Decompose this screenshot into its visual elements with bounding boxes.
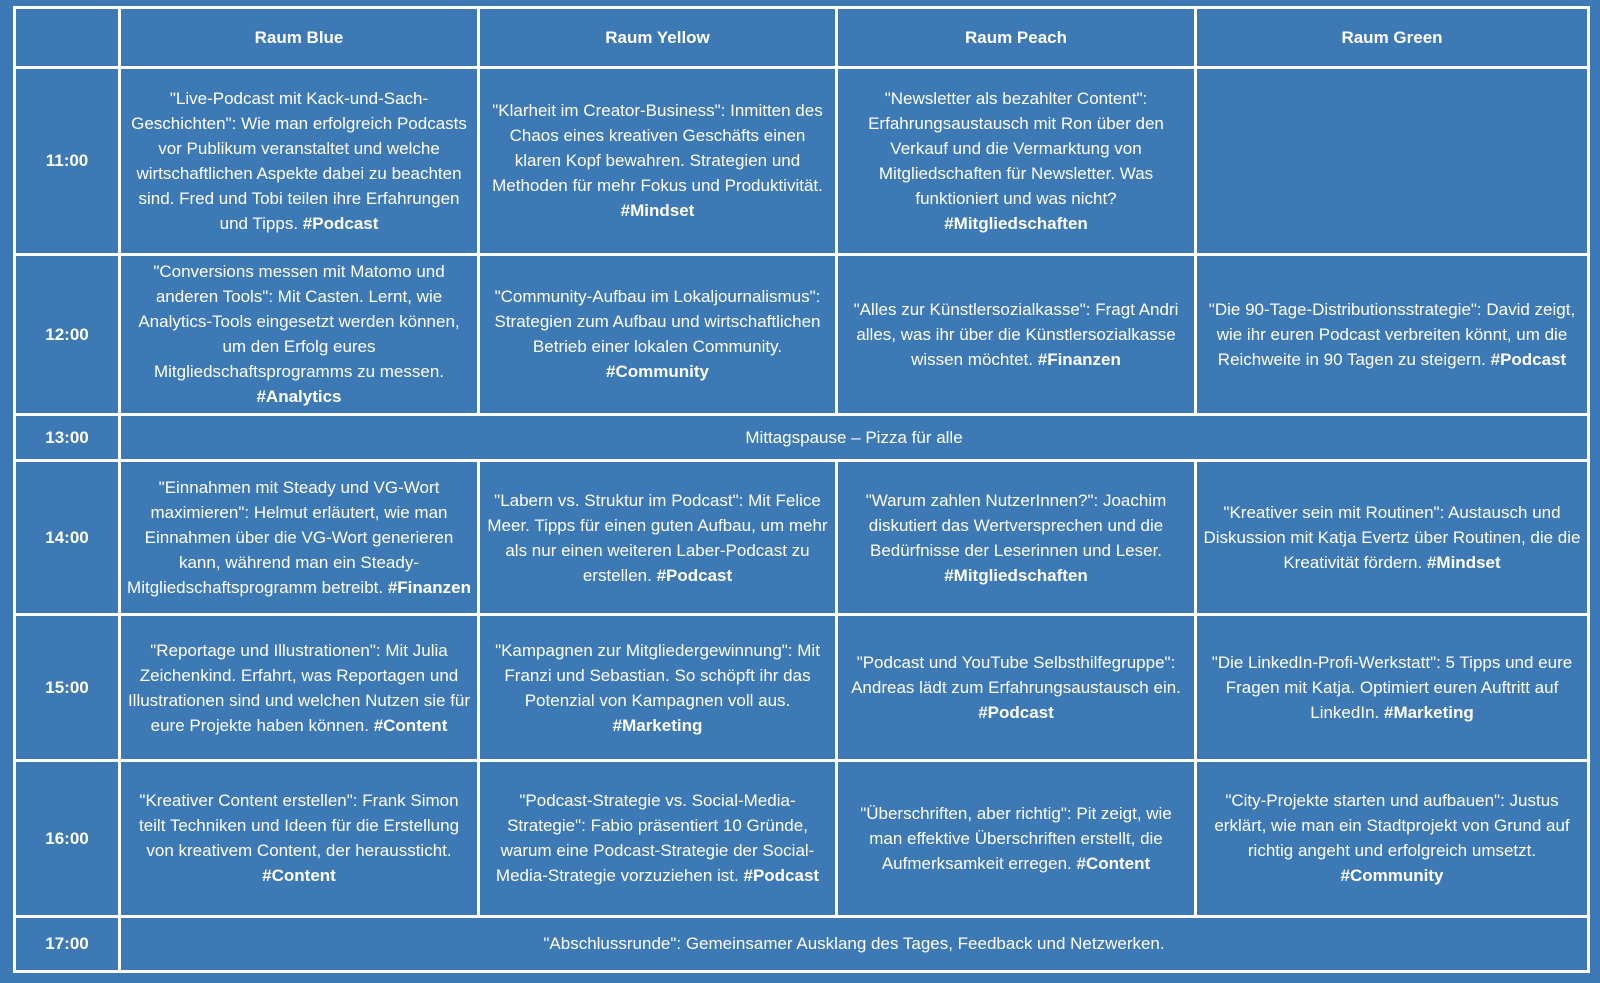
lunch-break-cell: Mittagspause – Pizza für alle [120,414,1589,461]
column-header-raum-blue: Raum Blue [120,8,479,68]
session-cell [837,761,1196,917]
session-cell [479,761,837,917]
column-header-raum-peach: Raum Peach [837,8,1196,68]
session-text: "Live-Podcast mit Kack-und-Sach-Geschichten": Wie man erfolgreich Podcasts vor Publikum veranstaltet und welche wirtschaftlichen Aspekte dabei zu beachten sind. Fred und Tobi teilen ihre Erfahrungen und Tipps. [131,88,467,233]
time-label: 14:00 [15,461,120,615]
session-tag: #Community [606,362,709,381]
session-text: "Podcast-Strategie vs. Social-Media-Strategie": Fabio präsentiert 10 Gründe, warum eine Podcast-Strategie der Social-Media-Strategie vorzuziehen ist. [495,791,815,886]
session-tag: #Podcast [978,703,1054,723]
session-tag: #Finanzen [387,578,471,598]
table-row-1600 [15,761,1589,917]
time-label: 12:00 [15,254,120,414]
session-text: "Überschriften, aber richtig": Pit zeigt, wie man effektive Überschriften erstellt, die Aufmerksamkeit erregen. [860,803,1172,873]
schedule-table [13,6,1590,973]
table-row-1300 [15,414,1589,461]
session-cell [837,68,1196,255]
session-tag: #Content [373,715,448,735]
corner-cell [15,8,120,68]
session-tag: #Mindset [620,201,695,221]
session-cell [837,254,1196,414]
session-text: "Labern vs. Struktur im Podcast": Mit Felice Meer. Tipps für einen guten Aufbau, um mehr als nur einen weiteren Laber-Podcast zu erstellen. [487,490,828,585]
time-label: 11:00 [15,68,120,255]
session-tag: #Finanzen [1037,349,1121,369]
session-tag: #Marketing [1383,703,1474,723]
session-tag: #Analytics [256,387,342,406]
session-tag: #Mindset [1426,553,1501,573]
session-tag: #Content [262,866,336,886]
session-text: "Community-Aufbau im Lokaljournalismus": Strategien zum Aufbau und wirtschaftlichen Betrieb einer lokalen Community. [494,287,821,356]
time-label: 13:00 [15,414,120,461]
session-text: "Die 90-Tage-Distributionsstrategie": David zeigt, wie ihr euren Podcast verbreiten könnt, um die Reichweite in 90 Tagen zu steigern. [1208,299,1576,369]
session-cell [479,68,837,255]
session-text: "City-Projekte starten und aufbauen": Justus erklärt, wie man ein Stadtprojekt von Grund auf richtig angeht und erfolgreich umsetzt. [1214,791,1570,861]
closing-session-cell: "Abschlussrunde": Gemeinsamer Ausklang des Tages, Feedback und Netzwerken. [120,916,1589,971]
session-cell [120,68,479,255]
session-tag: #Podcast [1490,349,1567,369]
table-row-1700 [15,916,1589,971]
session-text: "Kreativer sein mit Routinen": Austausch und Diskussion mit Katja Evertz über Routinen, die die Kreativität fördern. [1203,503,1581,573]
session-cell [837,615,1196,761]
table-row-1500 [15,615,1589,761]
session-text: "Einnahmen mit Steady und VG-Wort maximieren": Helmut erläutert, wie man Einnahmen über die VG-Wort generieren kann, während man ein Steady-Mitgliedschaftsprogramm betreibt. [127,478,454,598]
session-tag: #Podcast [302,213,379,233]
time-label: 16:00 [15,761,120,917]
session-text: "Die LinkedIn-Profi-Werkstatt": 5 Tipps und eure Fragen mit Katja. Optimiert euren Auftritt auf LinkedIn. [1211,653,1573,723]
session-text: "Kampagnen zur Mitgliedergewinnung": Mit Franzi und Sebastian. So schöpft ihr das Potenzial von Kampagnen voll aus. [495,640,820,710]
session-text: "Conversions messen mit Matomo und anderen Tools": Mit Casten. Lernt, wie Analytics-Tools eingesetzt werden können, um den Erfolg eures Mitgliedschaftsprogramms zu messen. [138,262,460,381]
session-tag: #Podcast [656,565,733,585]
header-row [15,8,1589,68]
session-cell [1196,761,1589,917]
session-cell-empty [1196,68,1589,255]
table-row-1400 [15,461,1589,615]
session-tag: #Community [1340,866,1444,886]
session-tag: #Mitgliedschaften [944,213,1088,233]
session-text: "Warum zahlen NutzerInnen?": Joachim diskutiert das Wertversprechen und die Bedürfnisse der Leserinnen und Leser. [865,490,1167,560]
session-cell [1196,461,1589,615]
session-text: "Podcast und YouTube Selbsthilfegruppe": Andreas lädt zum Erfahrungsaustausch ein. [851,653,1181,698]
session-text: "Kreativer Content erstellen": Frank Simon teilt Techniken und Ideen für die Erstellung von kreativem Content, der heraussticht. [138,791,460,861]
session-cell [1196,254,1589,414]
session-tag: #Marketing [612,715,703,735]
session-cell [479,461,837,615]
session-text: "Alles zur Künstlersozialkasse": Fragt Andri alles, was ihr über die Künstlersozialkasse wissen möchtet. [853,299,1179,369]
session-text: "Reportage und Illustrationen": Mit Julia Zeichenkind. Erfahrt, was Reportagen und Illustrationen sind und welchen Nutzen sie für eure Projekte haben können. [127,640,471,735]
column-header-raum-green: Raum Green [1196,8,1589,68]
time-label: 17:00 [15,916,120,971]
session-cell [837,461,1196,615]
time-label: 15:00 [15,615,120,761]
session-cell [479,615,837,761]
column-header-raum-yellow: Raum Yellow [479,8,837,68]
session-tag: #Podcast [743,866,820,886]
session-cell [479,254,837,414]
table-row-1100 [15,68,1589,255]
session-text: "Newsletter als bezahlter Content": Erfahrungsaustausch mit Ron über den Verkauf und die Vermarktung von Mitgliedschaften für Newsletter. Was funktioniert und was nicht? [868,88,1164,208]
session-cell [120,761,479,917]
session-cell [120,254,479,414]
session-text: "Klarheit im Creator-Business": Inmitten des Chaos eines kreativen Geschäfts einen klaren Kopf bewahren. Strategien und Methoden für mehr Fokus und Produktivität. [492,101,823,196]
table-row-1200 [15,254,1589,414]
session-cell [120,615,479,761]
session-cell [120,461,479,615]
session-tag: #Content [1076,853,1151,873]
session-tag: #Mitgliedschaften [944,565,1088,585]
session-cell [1196,615,1589,761]
